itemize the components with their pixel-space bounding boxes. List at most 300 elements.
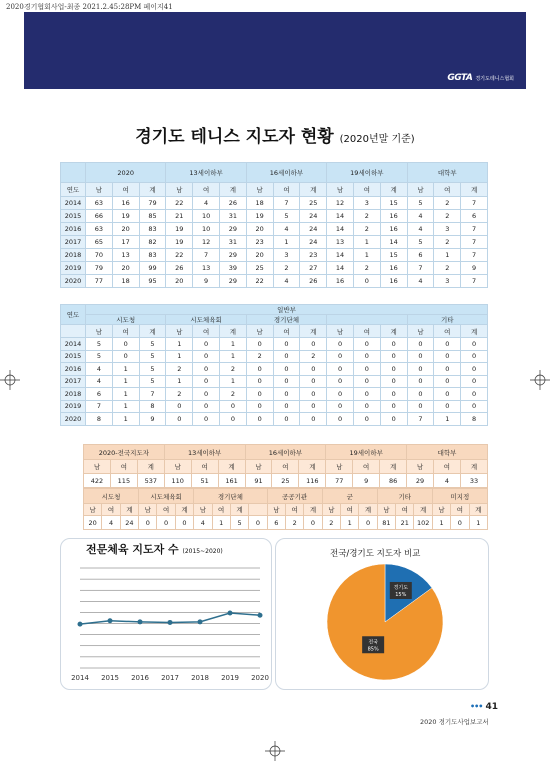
table-cell: 2 [353,262,380,275]
table-cell: 91 [245,474,272,488]
group-header: 16세이하부 [246,163,326,183]
group-header: 공공기관 [267,489,322,504]
table-cell: 9 [193,275,220,288]
crop-mark-bottom [265,741,285,761]
logo-text: 경기도테니스협회 [475,75,514,82]
top-group-header: 일반부 [86,305,488,315]
male-header: 남 [377,504,395,516]
group-header: 시도청 [86,315,166,325]
table-cell: 102 [414,516,432,530]
header-banner [24,12,526,89]
year-cell: 2015 [61,350,86,363]
table-cell: 0 [327,338,354,351]
pie-chart [320,560,450,685]
table-cell: 39 [219,262,246,275]
female-header: 여 [112,183,139,197]
male-header: 남 [246,325,273,338]
x-tick-label: 2018 [191,674,209,682]
table-cell: 0 [434,363,461,376]
group-header: 대학부 [407,445,488,460]
line-chart [60,556,270,688]
blank-cell [249,504,267,516]
table-cell: 22 [246,275,273,288]
table-cell: 7 [461,275,488,288]
table-cell: 0 [300,375,327,388]
blank-cell [61,325,86,338]
year-cell: 2017 [61,375,86,388]
table-cell: 0 [407,400,434,413]
table-cell: 25 [300,197,327,210]
year-cell: 2020 [61,275,86,288]
table-cell: 0 [327,350,354,363]
table-cell: 2 [273,262,300,275]
table-cell: 79 [86,262,113,275]
table-cell: 18 [246,197,273,210]
table-cell: 24 [300,236,327,249]
table-cell: 23 [246,236,273,249]
female-header: 여 [451,504,469,516]
table-cell: 14 [327,210,354,223]
table-cell: 1 [432,516,450,530]
table-cell: 0 [461,375,488,388]
table2-body [61,338,488,426]
table-cell: 13 [112,249,139,262]
table-cell: 70 [86,249,113,262]
table-cell: 1 [219,350,246,363]
year-header: 연도 [61,183,86,197]
table-cell: 1 [166,338,193,351]
table-cell: 16 [112,197,139,210]
table-cell: 0 [353,388,380,401]
table-cell: 77 [326,474,353,488]
table-cell: 79 [139,197,166,210]
table-cell: 1 [112,363,139,376]
table-cell: 65 [86,236,113,249]
data-point [198,619,203,624]
table-cell: 0 [380,375,407,388]
table-cell: 15 [380,197,407,210]
table-cell: 3 [353,197,380,210]
total-header: 계 [461,325,488,338]
crop-mark-right [530,370,550,390]
table-cell: 16 [380,262,407,275]
year-cell: 2017 [61,236,86,249]
table-cell: 9 [461,262,488,275]
x-tick-label: 2020 [251,674,269,682]
table-cell: 0 [193,388,220,401]
table-cell: 0 [157,516,175,530]
table-cell: 63 [86,197,113,210]
table-cell: 1 [341,516,359,530]
x-tick-label: 2014 [71,674,89,682]
table-cell: 3 [434,275,461,288]
table-cell: 99 [139,262,166,275]
table-cell: 77 [86,275,113,288]
table-cell: 0 [193,413,220,426]
table-cell: 14 [327,223,354,236]
male-header: 남 [164,460,191,474]
table-row [61,236,488,249]
table-cell: 24 [300,210,327,223]
table-cell: 83 [139,223,166,236]
table-cell: 20 [246,249,273,262]
table-row [61,275,488,288]
table-cell: 19 [166,223,193,236]
slice-percent-label: 15% [395,591,407,598]
table-cell: 0 [434,400,461,413]
table-cell: 0 [112,350,139,363]
female-header: 여 [353,460,380,474]
table-cell: 26 [300,275,327,288]
table-cell: 2 [166,388,193,401]
female-header: 여 [212,504,230,516]
table-cell: 0 [327,388,354,401]
data-point [258,613,263,618]
year-header: 연도 [61,305,86,325]
table-cell: 1 [112,375,139,388]
table-cell: 8 [461,413,488,426]
table-cell: 4 [102,516,120,530]
table-cell: 8 [86,413,113,426]
table-cell: 2 [434,236,461,249]
table-cell: 3 [434,223,461,236]
data-point [78,622,83,627]
table-cell: 13 [193,262,220,275]
group-header: 기타 [407,315,487,325]
table-cell: 20 [166,275,193,288]
table-cell: 5 [139,363,166,376]
group-header: 13세이하부 [166,163,246,183]
female-header: 여 [272,460,299,474]
female-header: 여 [285,504,303,516]
table-cell: 7 [139,388,166,401]
table-cell: 1 [273,236,300,249]
table-cell: 29 [219,249,246,262]
sub-header-row [84,460,488,474]
table-cell: 0 [112,338,139,351]
male-header: 남 [407,325,434,338]
male-header: 남 [432,504,450,516]
table-cell: 29 [219,223,246,236]
table-cell: 0 [407,375,434,388]
table-cell: 22 [166,197,193,210]
table-cell: 10 [193,223,220,236]
table-cell: 24 [300,223,327,236]
table-cell: 0 [380,338,407,351]
table-cell: 1 [212,516,230,530]
table-cell: 16 [380,210,407,223]
female-header: 여 [273,183,300,197]
table-cell: 7 [461,236,488,249]
male-header: 남 [327,183,354,197]
table-cell: 0 [407,388,434,401]
table-cell: 0 [353,363,380,376]
table-general-national [83,488,488,530]
table-youth-leaders [60,162,488,288]
table-cell: 19 [166,236,193,249]
table-row [61,350,488,363]
table-cell: 66 [86,210,113,223]
table-row [61,413,488,426]
total-header: 계 [137,460,164,474]
table-cell: 85 [139,210,166,223]
table-cell: 0 [139,516,157,530]
year-cell: 2018 [61,249,86,262]
year-cell: 2020 [61,413,86,426]
table-cell: 0 [461,338,488,351]
table-cell: 0 [380,350,407,363]
total-header: 계 [230,504,248,516]
total-header: 계 [469,504,487,516]
total-header: 계 [139,183,166,197]
group-header: 19세이하부 [327,163,407,183]
table-cell: 4 [273,275,300,288]
x-tick-label: 2016 [131,674,149,682]
table-cell: 7 [193,249,220,262]
group-header [327,315,407,325]
table-cell: 26 [166,262,193,275]
total-header: 계 [139,325,166,338]
table-cell: 51 [191,474,218,488]
table-cell: 4 [273,223,300,236]
table-cell: 0 [193,400,220,413]
table-cell: 7 [461,223,488,236]
table-cell: 0 [219,400,246,413]
page-number-text: 41 [485,702,499,712]
table-cell: 0 [353,375,380,388]
table-cell: 1 [166,350,193,363]
print-info-line: 2020경기협회사업-최종 2021.2.45:28PM 페이지41 [6,3,173,11]
table-cell: 18 [112,275,139,288]
table-cell: 0 [273,375,300,388]
male-header: 남 [327,325,354,338]
table-cell: 5 [86,338,113,351]
table-cell: 1 [353,236,380,249]
table-cell: 0 [327,400,354,413]
table-cell: 0 [380,363,407,376]
total-header: 계 [380,325,407,338]
table-cell: 7 [461,249,488,262]
table-cell: 13 [327,236,354,249]
table-cell: 31 [219,210,246,223]
group-header: 군 [322,489,377,504]
table-cell: 5 [230,516,248,530]
table-cell: 29 [407,474,434,488]
group-header: 대학부 [407,163,487,183]
table-cell: 0 [193,338,220,351]
year-cell: 2018 [61,388,86,401]
data-point [108,618,113,623]
table-cell: 20 [246,223,273,236]
year-cell: 2015 [61,210,86,223]
female-header: 여 [434,325,461,338]
total-header: 계 [359,504,377,516]
table-cell: 6 [461,210,488,223]
sub-header-row [61,325,488,338]
table-cell: 12 [327,197,354,210]
table-cell: 7 [407,413,434,426]
table-cell: 0 [166,400,193,413]
table-cell: 161 [218,474,245,488]
male-header: 남 [139,504,157,516]
pie-chart-title: 전국/경기도 지도자 비교 [330,549,421,559]
table-cell: 16 [380,275,407,288]
table-cell: 0 [246,413,273,426]
table-cell: 0 [407,338,434,351]
table-cell: 0 [166,413,193,426]
female-header: 여 [434,183,461,197]
crop-mark-left [0,370,20,390]
group-header: 2020 [86,163,166,183]
table-national-leaders [83,444,488,488]
table-cell: 1 [469,516,487,530]
table-cell: 20 [112,262,139,275]
table-cell: 0 [461,400,488,413]
female-header: 여 [112,325,139,338]
male-header: 남 [86,183,113,197]
table-cell: 0 [434,338,461,351]
male-header: 남 [246,183,273,197]
data-point [168,620,173,625]
male-header: 남 [166,183,193,197]
table-cell: 0 [353,350,380,363]
table-cell: 0 [461,350,488,363]
line-chart-title [86,541,223,557]
group-header: 기타 [377,489,432,504]
table-cell: 0 [407,363,434,376]
table-cell: 0 [353,400,380,413]
table-cell: 2 [353,210,380,223]
table-cell: 0 [273,338,300,351]
table-cell: 0 [380,400,407,413]
male-header: 남 [322,504,340,516]
table-cell: 0 [300,388,327,401]
total-header: 계 [460,460,487,474]
table-cell: 14 [327,262,354,275]
table-row [61,388,488,401]
table-row [61,363,488,376]
total-header: 계 [300,325,327,338]
group-header: 시도체육회 [139,489,194,504]
table-cell: 10 [193,210,220,223]
table-cell: 0 [434,375,461,388]
table-cell: 1 [112,413,139,426]
table-cell: 4 [194,516,212,530]
table-cell: 1 [434,413,461,426]
table-cell: 14 [380,236,407,249]
total-header: 계 [380,460,407,474]
table-cell: 2 [285,516,303,530]
table-cell: 22 [166,249,193,262]
table-cell: 2 [219,388,246,401]
table-cell: 1 [434,249,461,262]
table-cell: 6 [407,249,434,262]
report-name: 2020 경기도사업보고서 [420,718,489,726]
female-header: 여 [193,325,220,338]
table-cell: 8 [139,400,166,413]
table-cell: 7 [407,262,434,275]
table-cell: 19 [112,210,139,223]
table-cell: 0 [407,350,434,363]
table-cell: 83 [139,249,166,262]
table-cell: 0 [327,413,354,426]
total-header: 계 [219,183,246,197]
table-cell: 1 [353,249,380,262]
female-header: 여 [110,460,137,474]
slice-name-label: 전국 [368,639,378,646]
table-cell: 17 [112,236,139,249]
page-dots: ••• [470,702,483,711]
total-header: 계 [218,460,245,474]
table-cell: 33 [460,474,487,488]
table-cell: 0 [380,413,407,426]
table-cell: 63 [86,223,113,236]
group-header: 16세이하부 [245,445,326,460]
table-cell: 2 [322,516,340,530]
table-cell: 6 [267,516,285,530]
female-header: 여 [341,504,359,516]
table-cell: 3 [273,249,300,262]
table-cell: 20 [112,223,139,236]
page-number [470,702,498,712]
table-cell: 2 [300,350,327,363]
table-cell: 0 [461,363,488,376]
table-cell: 0 [193,375,220,388]
table-cell: 0 [380,388,407,401]
table-cell: 0 [273,363,300,376]
table-cell: 0 [353,338,380,351]
table-cell: 5 [407,197,434,210]
table-cell: 14 [327,249,354,262]
sub-header-row [84,504,488,516]
total-header: 계 [304,504,322,516]
table-cell: 2 [434,197,461,210]
table-cell: 5 [139,338,166,351]
total-header: 계 [380,183,407,197]
table-cell: 1 [219,375,246,388]
table-cell: 2 [434,210,461,223]
female-header: 여 [396,504,414,516]
table-cell: 422 [84,474,111,488]
table-row [61,223,488,236]
table-cell: 27 [300,262,327,275]
table-cell: 0 [327,363,354,376]
table-cell: 25 [272,474,299,488]
table-cell: 2 [166,363,193,376]
table-cell: 2 [246,350,273,363]
table-row [61,249,488,262]
table-cell: 0 [273,388,300,401]
table-cell: 7 [461,197,488,210]
table-cell: 0 [193,363,220,376]
logo-mark: GGTA [447,73,473,83]
x-tick-label: 2019 [221,674,239,682]
table-cell: 0 [461,388,488,401]
group-header: 미지정 [432,489,487,504]
table-cell: 5 [139,375,166,388]
table-cell: 6 [86,388,113,401]
table-cell: 0 [353,413,380,426]
table-cell: 110 [164,474,191,488]
total-header: 계 [299,460,326,474]
total-header: 계 [300,183,327,197]
table-cell: 1 [112,388,139,401]
female-header: 여 [157,504,175,516]
table-cell: 4 [407,223,434,236]
male-header: 남 [84,460,111,474]
group-header: 2020-전국지도자 [84,445,165,460]
table-cell: 16 [327,275,354,288]
